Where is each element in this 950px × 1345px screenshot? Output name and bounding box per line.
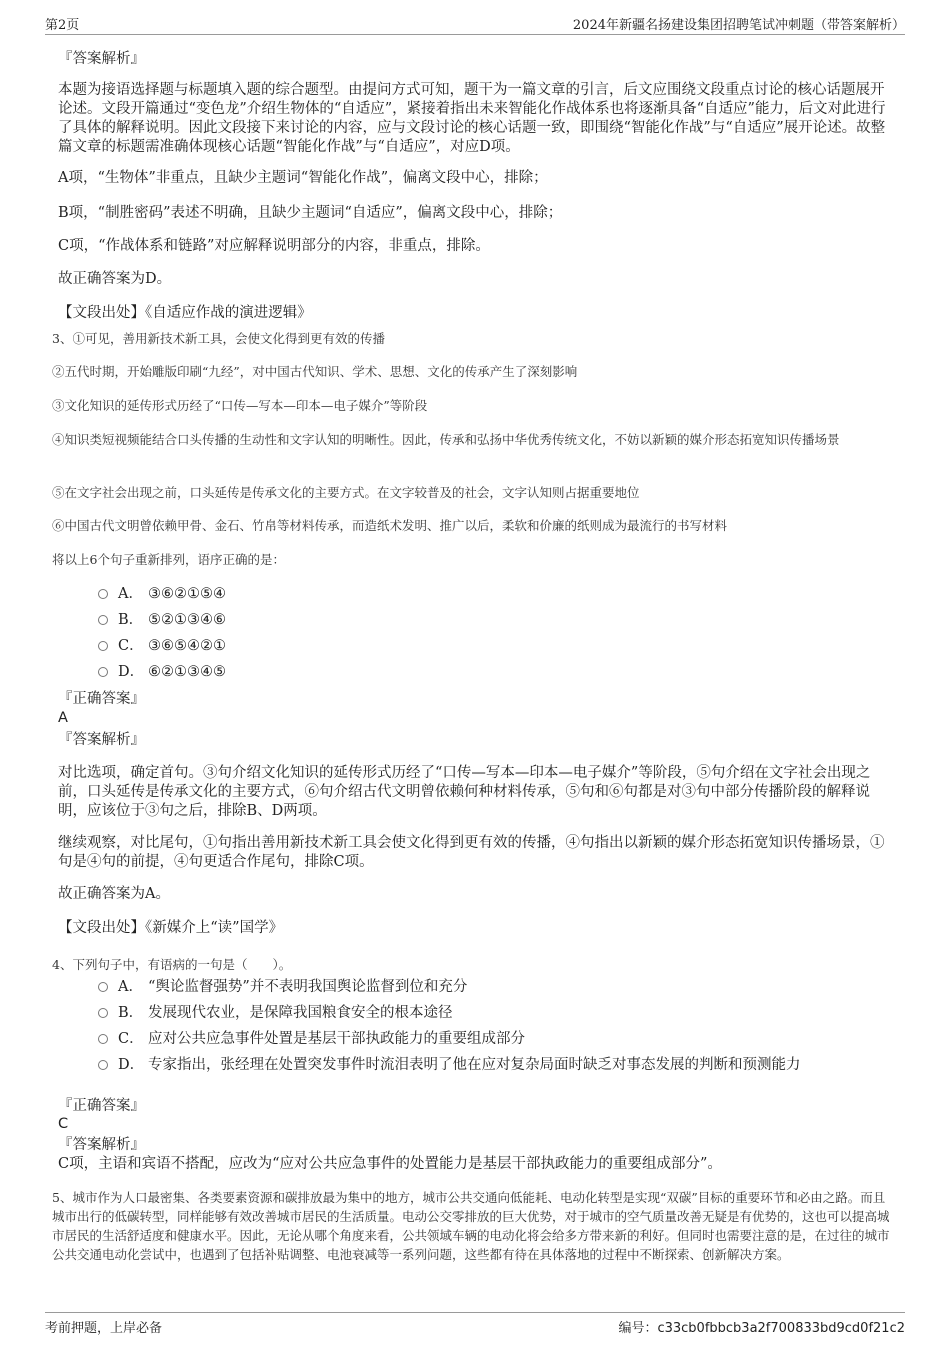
q3-sentence-6: ⑥中国古代文明曾依赖甲骨、金石、竹帛等材料传承，而造纸术发明、推广以后，柔软和价廉的纸则成为最流行的书写材料	[52, 518, 728, 533]
radio-icon[interactable]	[98, 1060, 108, 1070]
radio-icon[interactable]	[98, 1034, 108, 1044]
q2-analysis-tag: 『答案解析』	[58, 51, 145, 67]
q3-option-a[interactable]: A． ③⑥②①⑤④	[98, 585, 226, 604]
q3-source: 【文段出处】《新媒介上“读”国学》	[58, 920, 284, 936]
q3-answer: A	[58, 710, 68, 726]
q4-stem: 4、下列句子中，有语病的一句是（ ）。	[52, 957, 292, 972]
q5-stem: 5、城市作为人口最密集、各类要素资源和碳排放最为集中的地方，城市公共交通向低能耗、电动化转型是实现“双碳”目标的重要环节和必由之路。而且城市出行的低碳转型，同样能够有效改善城市居民的生活质量。电动公交零排放的巨大优势，对于城市的空气质量改善无疑是有优势的，这也可以提高城市居民的生活舒适度和健康水平。因此，无论从哪个角度来看，公共领域车辆的电动化将会给多方带来新的利好。但同时也需要注意的是，在过往的城市公共交通电动化尝试中，也遇到了包括补贴调整、电池衰减等一系列问题，这些都有待在具体落地的过程中不断探索、创新解决方案。	[52, 1190, 890, 1262]
q2-analysis: 本题为接语选择题与标题填入题的综合题型。由提问方式可知，题干为一篇文章的引言，后文应围绕文段重点讨论的核心话题展开论述。文段开篇通过“变色龙”介绍生物体的“自适应”，紧接着指出未来智能化作战体系也将逐渐具备“自适应”能力，后文对此进行了具体的解释说明。因此文段接下来讨论的内容，应与文段讨论的核心话题一致，即围绕“智能化作战”与“自适应”展开论述。故整篇文章的标题需准确体现核心话题“智能化作战”与“自适应”，对应D项。	[58, 82, 886, 155]
q4-option-b[interactable]: B． 发展现代农业，是保障我国粮食安全的根本途径	[98, 1004, 453, 1023]
q4-option-d[interactable]: D． 专家指出，张经理在处置突发事件时流泪表明了他在应对复杂局面时缺乏对事态发展的判断和预测能力	[98, 1056, 801, 1075]
q3-answer-tag: 『正确答案』	[58, 691, 145, 707]
q3-sentence-3: ③文化知识的延传形式历经了“口传—写本—印本—电子媒介”等阶段	[52, 398, 428, 413]
q4-answer-tag: 『正确答案』	[58, 1098, 145, 1114]
footer-slogan: 考前押题，上岸必备	[45, 1321, 163, 1336]
q3-sentence-2: ②五代时期，开始雕版印刷“九经”，对中国古代知识、学术、思想、文化的传承产生了深刻影响	[52, 364, 578, 379]
page-number: 第2页	[45, 18, 80, 33]
radio-icon[interactable]	[98, 982, 108, 992]
q3-prompt: 将以上6个句子重新排列，语序正确的是：	[52, 552, 285, 567]
q3-option-b[interactable]: B． ⑤②①③④⑥	[98, 611, 226, 630]
q3-analysis-1: 对比选项，确定首句。③句介绍文化知识的延传形式历经了“口传—写本—印本—电子媒介”等阶段，⑤句介绍在文字社会出现之前，口头延传是传承文化的主要方式，⑥句介绍古代文明曾依赖何种材料传承，⑤句和⑥句都是对③句中部分传播阶段的解释说明，应该位于③句之后，排除B、D两项。	[58, 765, 871, 819]
q3-sentence-5: ⑤在文字社会出现之前，口头延传是传承文化的主要方式。在文字较普及的社会，文字认知则占据重要地位	[52, 485, 640, 500]
q3-sentence-1: 3、①可见，善用新技术新工具，会使文化得到更有效的传播	[52, 331, 385, 346]
radio-icon[interactable]	[98, 589, 108, 599]
page-footer	[45, 1312, 905, 1337]
q4-analysis: C项，主语和宾语不搭配，应改为“应对公共应急事件的处置能力是基层干部执政能力的重要组成部分”。	[58, 1156, 722, 1172]
q2-source: 【文段出处】《自适应作战的演进逻辑》	[58, 305, 312, 321]
q2-note-c: C项，“作战体系和链路”对应解释说明部分的内容，非重点，排除。	[58, 238, 490, 254]
q2-conclusion: 故正确答案为D。	[58, 271, 172, 287]
q4-option-c[interactable]: C． 应对公共应急事件处置是基层干部执政能力的重要组成部分	[98, 1030, 525, 1049]
q3-sentence-4: ④知识类短视频能结合口头传播的生动性和文字认知的明晰性。因此，传承和弘扬中华优秀传统文化，不妨以新颖的媒介形态拓宽知识传播场景	[52, 432, 840, 447]
radio-icon[interactable]	[98, 615, 108, 625]
q3-analysis-tag: 『答案解析』	[58, 732, 145, 748]
radio-icon[interactable]	[98, 667, 108, 677]
q3-conclusion: 故正确答案为A。	[58, 886, 170, 902]
q3-option-d[interactable]: D． ⑥②①③④⑤	[98, 663, 226, 682]
q2-note-b: B项，“制胜密码”表述不明确，且缺少主题词“自适应”，偏离文段中心，排除；	[58, 205, 563, 221]
q3-analysis-2: 继续观察，对比尾句，①句指出善用新技术新工具会使文化得到更有效的传播，④句指出以新颖的媒介形态拓宽知识传播场景，①句是④句的前提，④句更适合作尾句，排除C项。	[58, 835, 885, 870]
q3-option-c[interactable]: C． ③⑥⑤④②①	[98, 637, 226, 656]
radio-icon[interactable]	[98, 641, 108, 651]
page-header	[45, 12, 905, 35]
q2-note-a: A项，“生物体”非重点，且缺少主题词“智能化作战”，偏离文段中心，排除；	[58, 170, 548, 186]
q4-option-a[interactable]: A． “舆论监督强势”并不表明我国舆论监督到位和充分	[98, 978, 467, 997]
radio-icon[interactable]	[98, 1008, 108, 1018]
q4-analysis-tag: 『答案解析』	[58, 1137, 145, 1153]
document-title: 2024年新疆名扬建设集团招聘笔试冲刺题（带答案解析）	[572, 18, 905, 33]
q4-answer: C	[58, 1116, 69, 1132]
document-code: 编号：c33cb0fbbcb3a2f700833bd9cd0f21c2	[618, 1321, 905, 1336]
